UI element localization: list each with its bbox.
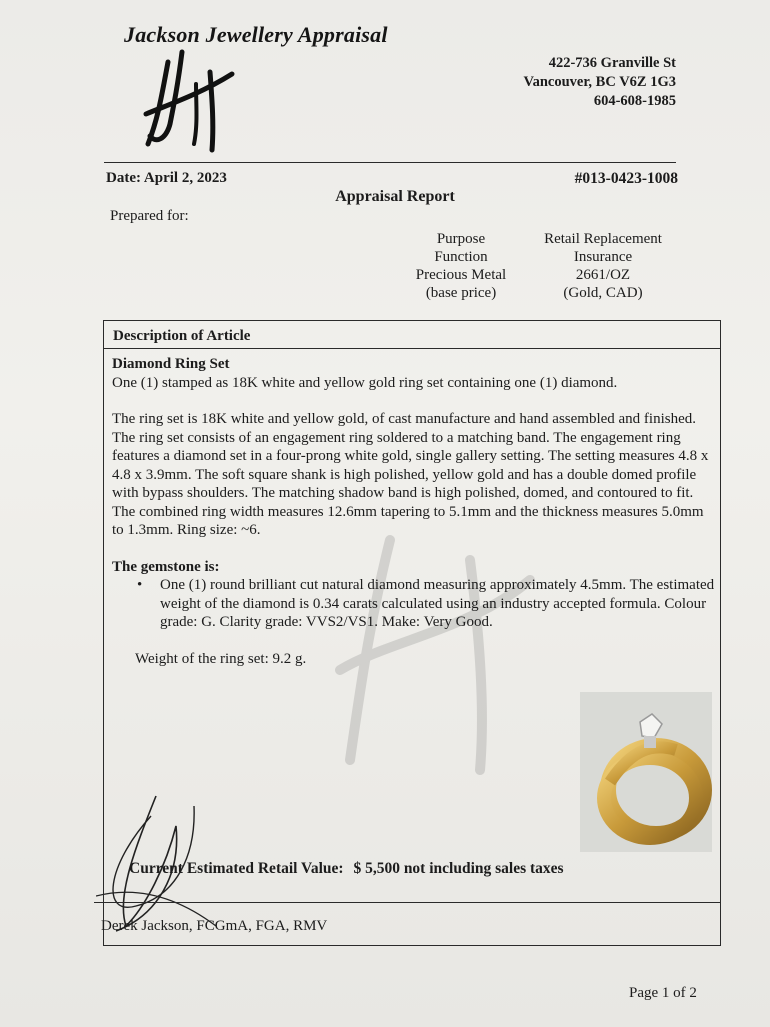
base-price-row: [402, 284, 678, 302]
purpose-value: Retail Replacement: [544, 231, 662, 247]
metal-label: Precious Metal: [415, 267, 507, 283]
bullet-icon: •: [137, 577, 143, 593]
appraiser-name: Derek Jackson, FCGmA, FGA, RMV: [101, 918, 328, 934]
gold-ring-image: [580, 692, 712, 852]
company-name: Jackson Jewellery Appraisal: [124, 22, 388, 47]
gemstone-bullet: [112, 576, 716, 632]
base-price-value: (Gold, CAD): [563, 285, 643, 301]
metal-value: 2661/OZ: [575, 267, 631, 283]
jh-monogram-icon: [140, 44, 240, 154]
address-line-1: 422-736 Granville St: [548, 55, 676, 71]
description-heading: Description of Article: [104, 321, 720, 349]
gemstone-description: One (1) round brilliant cut natural diamond measuring approximately 4.5mm. The estimated weight of the diamond is 0.34 carats calculated using an industry accepted formula. Colour grade: G. Clarity grade: VVS2/VS1. Make: Very Good.: [160, 577, 715, 630]
report-title: Appraisal Report: [335, 188, 455, 205]
page-number: Page 1 of 2: [629, 985, 697, 1001]
retail-value-label: Current Estimated Retail Value:: [129, 860, 344, 877]
report-number: #013-0423-1008: [574, 170, 678, 187]
base-price-label: (base price): [425, 285, 497, 301]
retail-value: [129, 860, 564, 878]
description-content: [112, 355, 716, 668]
purpose-label: Purpose: [436, 231, 486, 247]
article-summary: One (1) stamped as 18K white and yellow gold ring set containing one (1) diamond.: [112, 374, 618, 391]
function-row: [402, 248, 678, 266]
retail-value-amount: $ 5,500 not including sales taxes: [353, 860, 564, 877]
ring-weight: Weight of the ring set: 9.2 g.: [135, 650, 307, 667]
metal-row: [402, 266, 678, 284]
report-date: Date: April 2, 2023: [106, 170, 227, 186]
gemstone-heading: The gemstone is:: [112, 558, 220, 575]
company-phone: 604-608-1985: [593, 93, 676, 109]
company-address: [523, 54, 676, 111]
signature-line: [94, 902, 721, 903]
article-details: The ring set is 18K white and yellow gold, of cast manufacture and hand assembled and finished. The ring set consists of an engagement ring soldered to a matching band. The engagement ring features a diamond set in a four-prong white gold, single gallery setting. The setting measures 4.8 x 4.8 x 3.9mm. The soft square shank is high polished, yellow gold and has a double domed profile with bypass shoulders. The matching shadow band is high polished, domed, and contoured to fit. The combined ring width measures 12.6mm tapering to 5.1mm and the thickness measures 5.0mm to 1.3mm. Ring size: ~6.: [112, 411, 709, 538]
address-line-2: Vancouver, BC V6Z 1G3: [523, 74, 676, 90]
prepared-for-label: Prepared for:: [110, 208, 189, 224]
function-label: Function: [434, 249, 488, 265]
purpose-row: [402, 230, 678, 248]
purpose-table: [402, 230, 678, 302]
ring-photo: [580, 692, 712, 852]
header-divider: [104, 162, 676, 163]
function-value: Insurance: [573, 249, 633, 265]
article-title: Diamond Ring Set: [112, 356, 230, 372]
